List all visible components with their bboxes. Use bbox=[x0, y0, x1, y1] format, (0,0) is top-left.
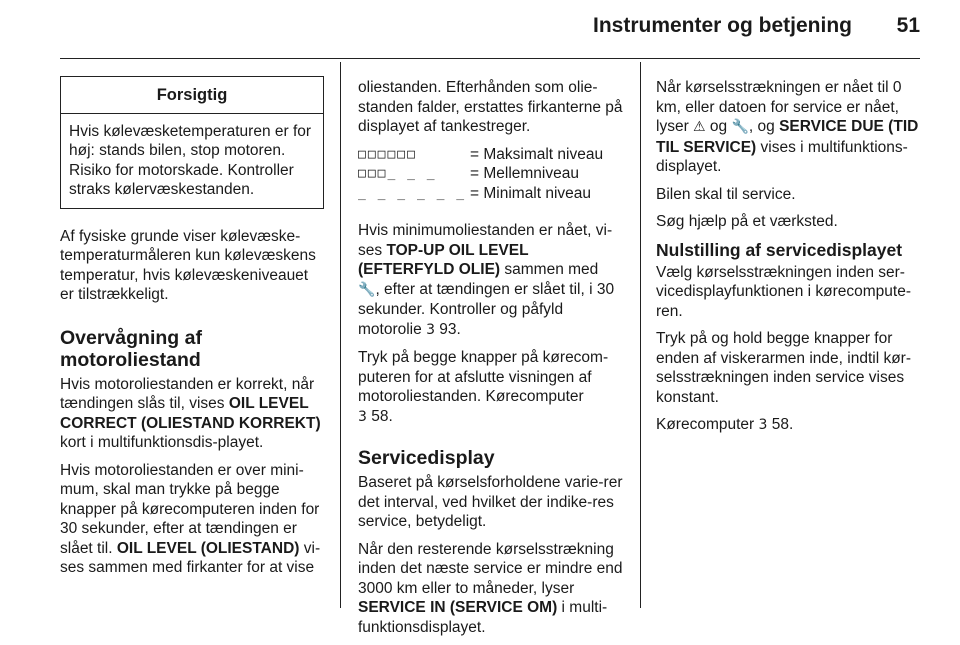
text: i multi-funktionsdisplayet. bbox=[358, 599, 608, 636]
display-message: SERVICE DUE (TID TIL SERVICE) bbox=[656, 118, 919, 156]
text: kort i multifunktionsdis-playet. bbox=[60, 434, 264, 451]
section-heading-oil: Overvågning af motoroliestand bbox=[60, 326, 202, 371]
level-row bbox=[358, 164, 624, 184]
warning-text: Hvis kølevæsketemperaturen er for høj: stands bilen, stop motoren. Risiko for motorskade. Kontroller straks kølervæskestanden. bbox=[69, 122, 312, 198]
level-text: = Minimalt niveau bbox=[470, 184, 592, 202]
wrench-icon: 🔧 bbox=[731, 119, 749, 135]
paragraph: Vælg kørselsstrækningen inden ser-vicedisplayfunktionen i kørecompute-ren. bbox=[656, 263, 912, 320]
column-divider bbox=[640, 62, 641, 608]
wrench-icon: 🔧 bbox=[358, 281, 376, 298]
level-text: = Mellemniveau bbox=[470, 165, 579, 182]
paragraph bbox=[358, 221, 624, 340]
section-heading-service: Servicedisplay bbox=[358, 447, 495, 469]
display-message: OIL LEVEL (OLIESTAND) bbox=[116, 539, 300, 557]
text: Hvis motoroliestanden er korrekt, når tændingen slås til, vises bbox=[60, 375, 315, 412]
column-3 bbox=[656, 78, 922, 444]
display-message: OIL LEVEL CORRECT (OLIESTAND KORREKT) bbox=[60, 395, 321, 432]
level-symbol: □□□_ _ _ bbox=[358, 166, 437, 181]
paragraph bbox=[656, 415, 922, 436]
warning-box bbox=[60, 76, 324, 209]
text: vi-ses sammen med firkanter for at vise bbox=[60, 539, 321, 576]
text: 93. bbox=[434, 320, 461, 338]
paragraph: Tryk på og hold begge knapper for enden af viskerarmen inde, indtil kør-selsstrækningen inden service vises konstant. bbox=[656, 330, 912, 406]
page-number: 51 bbox=[896, 14, 920, 37]
paragraph bbox=[358, 348, 624, 427]
page-header bbox=[60, 0, 920, 60]
paragraph: Bilen skal til service. bbox=[656, 185, 796, 203]
text: 58. bbox=[767, 416, 794, 433]
header-title: Instrumenter og betjening bbox=[592, 14, 852, 37]
paragraph: Søg hjælp på et værksted. bbox=[656, 213, 838, 230]
display-message: TOP-UP OIL LEVEL (EFTERFYLD OLIE) bbox=[358, 241, 529, 278]
column-1 bbox=[60, 76, 324, 586]
text: , efter at tændingen er slået til, i 30 sekunder. Kontroller og påfyld motorolie bbox=[358, 280, 615, 338]
page-ref-icon: 3 bbox=[758, 417, 768, 433]
paragraph bbox=[358, 540, 624, 638]
text: og bbox=[705, 118, 732, 135]
page-ref-icon: 3 bbox=[358, 408, 367, 425]
column-divider bbox=[340, 62, 341, 608]
level-symbol: _ _ _ _ _ _ bbox=[358, 185, 467, 201]
paragraph: Baseret på kørselsforholdene varie-rer det interval, ved hvilket der indike-res service, betydeligt. bbox=[358, 474, 623, 530]
page-ref-icon: 3 bbox=[426, 321, 435, 338]
text: Når kørselsstrækningen er nået til 0 km, eller datoen for service er nået, lyser bbox=[656, 79, 902, 135]
display-message: SERVICE IN (SERVICE OM) bbox=[358, 599, 558, 616]
text: Kørecomputer bbox=[656, 416, 759, 433]
paragraph bbox=[60, 375, 324, 453]
level-row bbox=[358, 184, 624, 204]
section-heading-reset: Nulstilling af servicedisplayet bbox=[656, 239, 903, 260]
text: vises i multifunktions-displayet. bbox=[656, 138, 908, 175]
level-row bbox=[358, 145, 624, 165]
text: 58. bbox=[366, 407, 393, 425]
text: Når den resterende kørselsstrækning inden det næste service er mindre end 3000 km eller to måneder, lyser bbox=[358, 540, 623, 597]
text: sammen med bbox=[500, 261, 599, 278]
warning-title: Forsigtig bbox=[61, 77, 323, 114]
text: Hvis motoroliestanden er over mini-mum, skal man trykke på begge knapper på kørecomputeren inden for 30 sekunder, efter at tændingen er slået til. bbox=[60, 461, 320, 557]
oil-level-legend bbox=[358, 145, 624, 204]
header-rule bbox=[60, 58, 920, 59]
paragraph: Af fysiske grunde viser kølevæske-temperaturmåleren kun kølevæskens temperatur, hvis kølevæskeniveauet er tilstrækkeligt. bbox=[60, 227, 316, 303]
car-lift-icon: ⚠ bbox=[693, 119, 706, 135]
text: , og bbox=[748, 118, 780, 135]
level-text: = Maksimalt niveau bbox=[470, 145, 604, 163]
text: Tryk på begge knapper på kørecom-puteren for at afslutte visningen af motoroliestanden. Kørecomputer bbox=[358, 349, 609, 405]
text: Hvis minimumoliestanden er nået, vi-ses bbox=[358, 222, 613, 259]
level-symbol: □□□□□□ bbox=[358, 146, 417, 162]
paragraph bbox=[60, 461, 324, 578]
paragraph bbox=[656, 78, 922, 177]
column-2 bbox=[358, 78, 624, 645]
paragraph: oliestanden. Efterhånden som olie-standen falder, erstattes firkanterne på displayet af tankestreger. bbox=[358, 79, 623, 135]
